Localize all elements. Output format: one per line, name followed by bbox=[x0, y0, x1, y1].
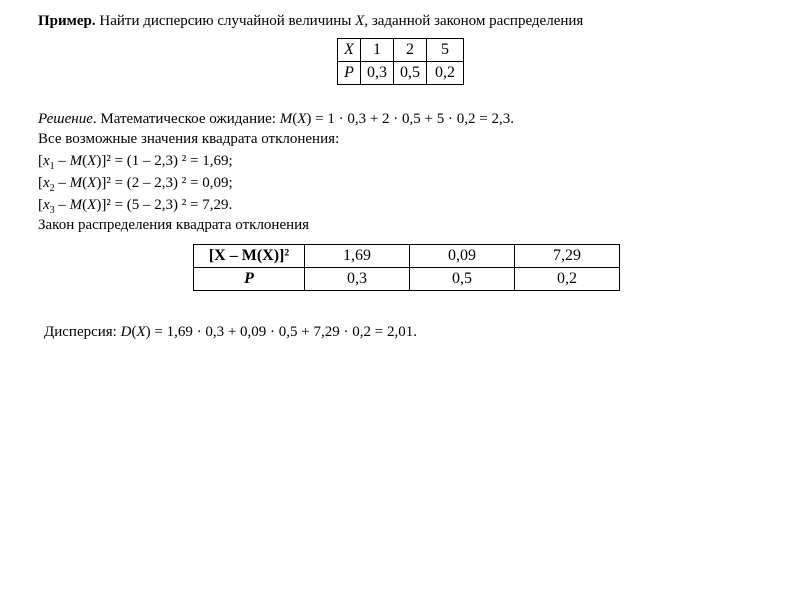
deviation-line: $[x_1 - M(X)]^2 = (1 - 2,3) ^2 = 1,69$; bbox=[38, 153, 233, 172]
table-cell: 0,2 bbox=[515, 268, 620, 291]
deviation-rhs: ]² = (5 – 2,3) ² = 7,29. bbox=[101, 197, 233, 213]
table-cell: 0,3 bbox=[361, 62, 394, 85]
deviation-index: 2 bbox=[49, 183, 55, 194]
solution-label: Решение bbox=[38, 111, 93, 127]
deviation-index: 3 bbox=[49, 205, 55, 216]
table-cell: 0,09 bbox=[410, 245, 515, 268]
deviation-index: 1 bbox=[49, 161, 55, 172]
table-cell: 0,5 bbox=[410, 268, 515, 291]
variance-line: Дисперсия: D(X) = 1,69 · 0,3 + 0,09 · 0,5 + 7,29 · 0,2 = 2,01. bbox=[44, 324, 417, 340]
deviation-rhs: ]² = (2 – 2,3) ² = 0,09; bbox=[101, 175, 233, 191]
variance-label: Дисперсия: bbox=[44, 324, 121, 340]
table-cell: P bbox=[194, 268, 305, 291]
example-text-end: , заданной законом распределения bbox=[364, 13, 584, 29]
table-row bbox=[194, 268, 620, 291]
distribution-table bbox=[337, 38, 464, 85]
table-cell: 7,29 bbox=[515, 245, 620, 268]
law-title: Закон распределения квадрата отклонения bbox=[38, 217, 310, 233]
mean-var: X bbox=[297, 111, 307, 127]
variance-expr: ) = 1,69 · 0,3 + 0,09 · 0,5 + 7,29 · 0,2 = 2,01. bbox=[145, 324, 417, 340]
mean-expr: ) = 1 · 0,3 + 2 · 0,5 + 5 · 0,2 = 2,3. bbox=[306, 111, 514, 127]
squared-deviation-table bbox=[193, 244, 620, 291]
table-row bbox=[338, 39, 464, 62]
deviation-line: $[x_2 - M(X)]^2 = (2 - 2,3) ^2 = 0,09$; bbox=[38, 175, 233, 194]
mean-symbol: M bbox=[279, 111, 293, 127]
table-cell: 0,5 bbox=[394, 62, 427, 85]
variance-var: X bbox=[136, 324, 146, 340]
example-var: X bbox=[355, 13, 365, 29]
table-row bbox=[194, 245, 620, 268]
deviation-line: $[x_3 - M(X)]^2 = (5 - 2,3) ^2 = 7,29$. bbox=[38, 197, 233, 216]
example-text: Найти дисперсию случайной величины bbox=[99, 13, 352, 29]
table-cell: 1 bbox=[361, 39, 394, 62]
table-cell: 2 bbox=[394, 39, 427, 62]
deviations-intro: Все возможные значения квадрата отклонения: bbox=[38, 131, 340, 147]
table-cell: 1,69 bbox=[305, 245, 410, 268]
table-cell: 0,2 bbox=[427, 62, 464, 85]
table-cell: [X – M(X)]² bbox=[194, 245, 305, 268]
deviation-rhs: ]² = (1 – 2,3) ² = 1,69; bbox=[101, 153, 233, 169]
example-label: Пример. bbox=[38, 13, 96, 29]
table-cell: P bbox=[338, 62, 361, 85]
table-row bbox=[338, 62, 464, 85]
table-cell: 5 bbox=[427, 39, 464, 62]
example-statement bbox=[38, 12, 583, 30]
variance-symbol: D bbox=[120, 324, 132, 340]
table-cell: X bbox=[338, 39, 361, 62]
table-cell: 0,3 bbox=[305, 268, 410, 291]
solution-text: . Математическое ожидание: bbox=[92, 111, 280, 127]
solution-line: Решение. Математическое ожидание: M(X) = 1 · 0,3 + 2 · 0,5 + 5 · 0,2 = 2,3. bbox=[38, 111, 514, 127]
